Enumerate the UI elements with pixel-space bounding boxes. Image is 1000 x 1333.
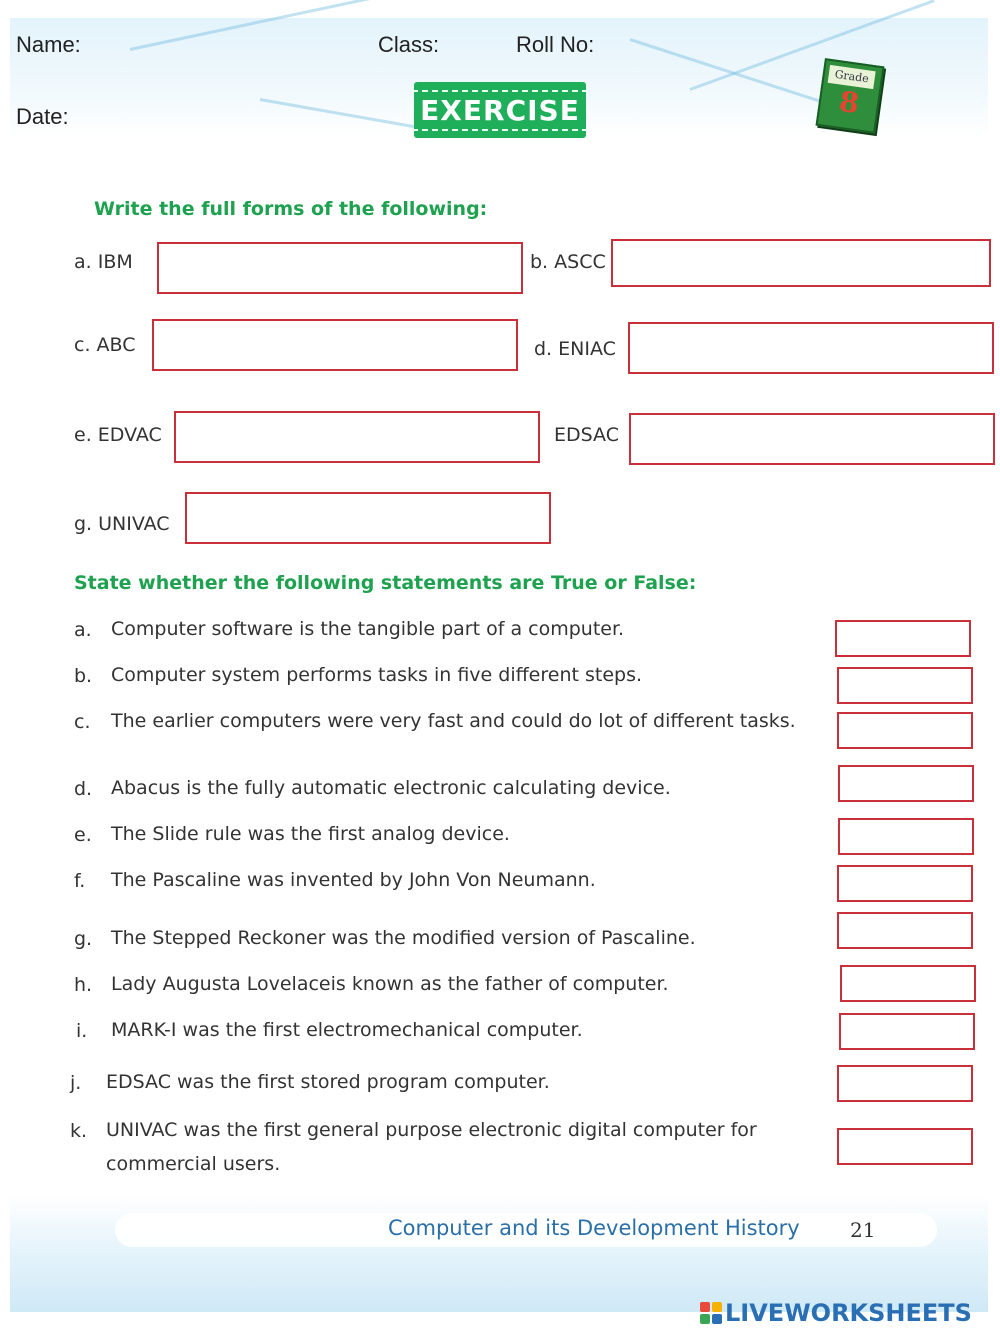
grade-number: 8 (837, 84, 862, 121)
tf-answer-b[interactable] (837, 667, 973, 704)
full-form-label-eniac: d. ENIAC (534, 338, 616, 360)
full-form-input-abc[interactable] (152, 319, 518, 371)
tf-answer-e[interactable] (838, 818, 974, 855)
true-false-heading: State whether the following statements are True or False: (74, 572, 697, 594)
full-form-input-edsac[interactable] (629, 413, 995, 465)
full-forms-heading: Write the full forms of the following: (94, 198, 488, 220)
full-form-label-abc: c. ABC (74, 334, 136, 356)
full-form-label-ascc: b. ASCC (530, 251, 606, 273)
liveworksheets-icon (700, 1302, 722, 1324)
tf-answer-d[interactable] (838, 765, 974, 802)
full-form-input-ascc[interactable] (611, 239, 991, 287)
date-label: Date: (16, 104, 69, 129)
tf-letter-j: j. (70, 1072, 82, 1094)
tf-letter-a: a. (74, 619, 92, 641)
tf-answer-h[interactable] (840, 965, 976, 1002)
tf-statement-c: The earlier computers were very fast and could do lot of different tasks. (111, 710, 796, 732)
full-form-label-edsac: EDSAC (554, 424, 619, 446)
full-form-input-edvac[interactable] (174, 411, 540, 463)
tf-statement-i: MARK-I was the first electromechanical computer. (111, 1019, 583, 1041)
full-form-label-edvac: e. EDVAC (74, 424, 162, 446)
name-label: Name: (16, 32, 81, 57)
tf-answer-a[interactable] (835, 620, 971, 657)
tf-statement-j: EDSAC was the first stored program computer. (106, 1071, 550, 1093)
page-number: 21 (850, 1218, 876, 1242)
tf-statement-g: The Stepped Reckoner was the modified version of Pascaline. (111, 927, 696, 949)
tf-letter-b: b. (74, 665, 93, 687)
tf-letter-h: h. (74, 974, 93, 996)
full-form-input-eniac[interactable] (628, 322, 994, 374)
class-label: Class: (378, 32, 440, 57)
full-form-input-univac[interactable] (185, 492, 551, 544)
tf-letter-d: d. (74, 778, 93, 800)
tf-letter-c: c. (74, 711, 91, 733)
tf-statement-b: Computer system performs tasks in five different steps. (111, 664, 643, 686)
tf-statement-h: Lady Augusta Lovelaceis known as the father of computer. (111, 973, 669, 995)
chapter-title: Computer and its Development History (388, 1216, 800, 1240)
tf-letter-g: g. (74, 928, 93, 950)
grade-word: Grade (828, 65, 876, 89)
tf-answer-f[interactable] (837, 865, 973, 902)
tf-statement-a: Computer software is the tangible part of a computer. (111, 618, 625, 640)
liveworksheets-logo[interactable] (700, 1296, 972, 1330)
tf-answer-c[interactable] (837, 712, 973, 749)
grade-book-icon (816, 58, 885, 134)
tf-letter-i: i. (76, 1020, 88, 1042)
tf-statement-f: The Pascaline was invented by John Von Neumann. (111, 869, 596, 891)
exercise-title: EXERCISE (412, 90, 588, 131)
tf-statement-k: UNIVAC was the first general purpose electronic digital computer for commercial users. (106, 1119, 757, 1175)
liveworksheets-brand: LIVEWORKSHEETS (725, 1299, 972, 1327)
tf-statement-d: Abacus is the fully automatic electronic calculating device. (111, 777, 671, 799)
tf-letter-k: k. (70, 1120, 88, 1142)
full-form-input-ibm[interactable] (157, 242, 523, 294)
tf-answer-k[interactable] (837, 1128, 973, 1165)
tf-letter-f: f. (74, 870, 86, 892)
exercise-badge (414, 82, 586, 138)
tf-answer-i[interactable] (839, 1013, 975, 1050)
tf-letter-e: e. (74, 824, 92, 846)
tf-answer-j[interactable] (837, 1065, 973, 1102)
tf-answer-g[interactable] (837, 912, 973, 949)
full-form-label-univac: g. UNIVAC (74, 513, 170, 535)
tf-statement-e: The Slide rule was the first analog device. (111, 823, 510, 845)
roll-no-label: Roll No: (516, 32, 595, 57)
full-form-label-ibm: a. IBM (74, 251, 133, 273)
